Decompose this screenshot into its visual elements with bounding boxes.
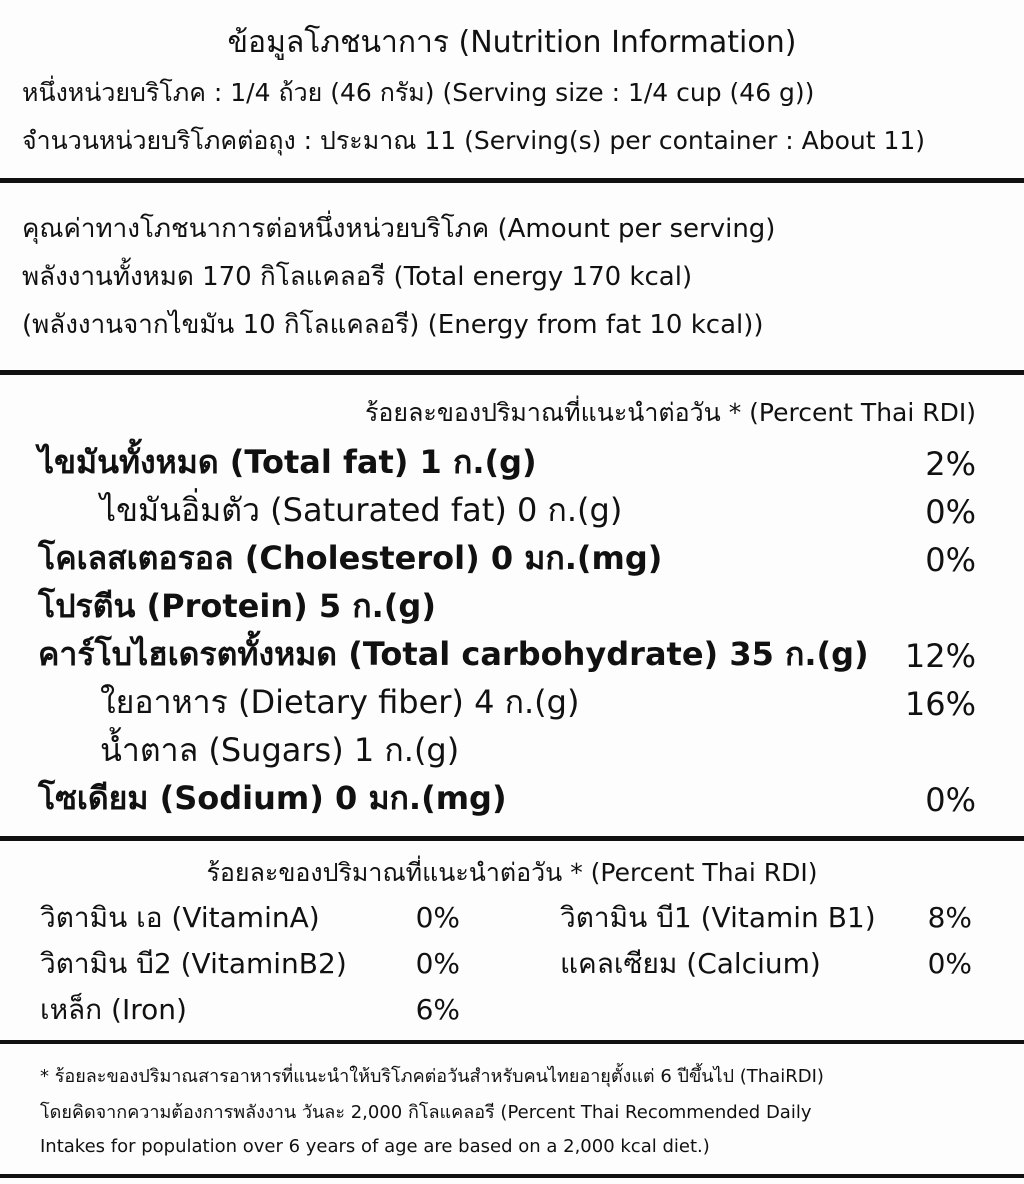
iron-percent: 6% — [415, 993, 460, 1026]
footnote-line-1: * ร้อยละของปริมาณสารอาหารที่แนะนำให้บริโภคต่อวันสำหรับคนไทยอายุตั้งแต่ 6 ปีขึ้นไป (ThaiRDI) — [40, 1066, 824, 1087]
nutrient-percent-sodium: 0% — [925, 781, 976, 819]
divider — [0, 836, 1024, 841]
vitamin-b1-label: วิตามิน บี1 (Vitamin B1) — [560, 901, 876, 934]
nutrient-label-cholesterol: โคเลสเตอรอล (Cholesterol) 0 มก.(mg) — [38, 539, 663, 577]
label-title: ข้อมูลโภชนาการ (Nutrition Information) — [227, 25, 797, 60]
footnote-line-3: Intakes for population over 6 years of age are based on a 2,000 kcal diet.) — [40, 1136, 710, 1157]
nutrient-label-sodium: โซเดียม (Sodium) 0 มก.(mg) — [38, 779, 507, 817]
nutrient-label-total-carbohydrate: คาร์โบไฮเดรตทั้งหมด (Total carbohydrate) 35 ก.(g) — [38, 635, 869, 673]
nutrient-percent-total-carbohydrate: 12% — [904, 637, 976, 675]
divider — [0, 1174, 1024, 1178]
servings-per-container: จำนวนหน่วยบริโภคต่อถุง : ประมาณ 11 (Serving(s) per container : About 11) — [22, 126, 926, 155]
nutrient-percent-cholesterol: 0% — [925, 541, 976, 579]
calcium-label: แคลเซียม (Calcium) — [560, 947, 821, 980]
vitamins-rdi-heading: ร้อยละของปริมาณที่แนะนำต่อวัน * (Percent Thai RDI) — [206, 858, 818, 887]
nutrient-label-dietary-fiber: ใยอาหาร (Dietary fiber) 4 ก.(g) — [100, 683, 580, 721]
vitamin-b1-percent: 8% — [927, 901, 972, 934]
nutrient-percent-dietary-fiber: 16% — [904, 685, 976, 723]
vitamin-a-label: วิตามิน เอ (VitaminA) — [40, 901, 320, 934]
vitamin-a-percent: 0% — [415, 901, 460, 934]
calcium-percent: 0% — [927, 947, 972, 980]
energy-from-fat: (พลังงานจากไขมัน 10 กิโลแคลอรี) (Energy from fat 10 kcal)) — [22, 310, 764, 340]
vitamin-b2-percent: 0% — [415, 947, 460, 980]
divider — [0, 370, 1024, 375]
nutrient-label-saturated-fat: ไขมันอิ่มตัว (Saturated fat) 0 ก.(g) — [100, 491, 623, 529]
divider — [0, 178, 1024, 183]
nutrient-label-sugars: น้ำตาล (Sugars) 1 ก.(g) — [100, 731, 460, 769]
nutrient-label-total-fat: ไขมันทั้งหมด (Total fat) 1 ก.(g) — [38, 443, 537, 481]
nutrient-percent-total-fat: 2% — [925, 445, 976, 483]
footnote-line-2: โดยคิดจากความต้องการพลังงาน วันละ 2,000 กิโลแคลอรี (Percent Thai Recommended Daily — [40, 1102, 812, 1123]
divider — [0, 1040, 1024, 1044]
total-energy: พลังงานทั้งหมด 170 กิโลแคลอรี (Total energy 170 kcal) — [22, 262, 693, 292]
vitamin-b2-label: วิตามิน บี2 (VitaminB2) — [40, 947, 347, 980]
iron-label: เหล็ก (Iron) — [40, 993, 187, 1026]
amount-heading: คุณค่าทางโภชนาการต่อหนึ่งหน่วยบริโภค (Amount per serving) — [22, 214, 776, 244]
nutrient-label-protein: โปรตีน (Protein) 5 ก.(g) — [38, 587, 436, 625]
serving-size: หนึ่งหน่วยบริโภค : 1/4 ถ้วย (46 กรัม) (Serving size : 1/4 cup (46 g)) — [22, 78, 815, 107]
nutrient-percent-saturated-fat: 0% — [925, 493, 976, 531]
rdi-heading: ร้อยละของปริมาณที่แนะนำต่อวัน * (Percent Thai RDI) — [364, 398, 976, 427]
